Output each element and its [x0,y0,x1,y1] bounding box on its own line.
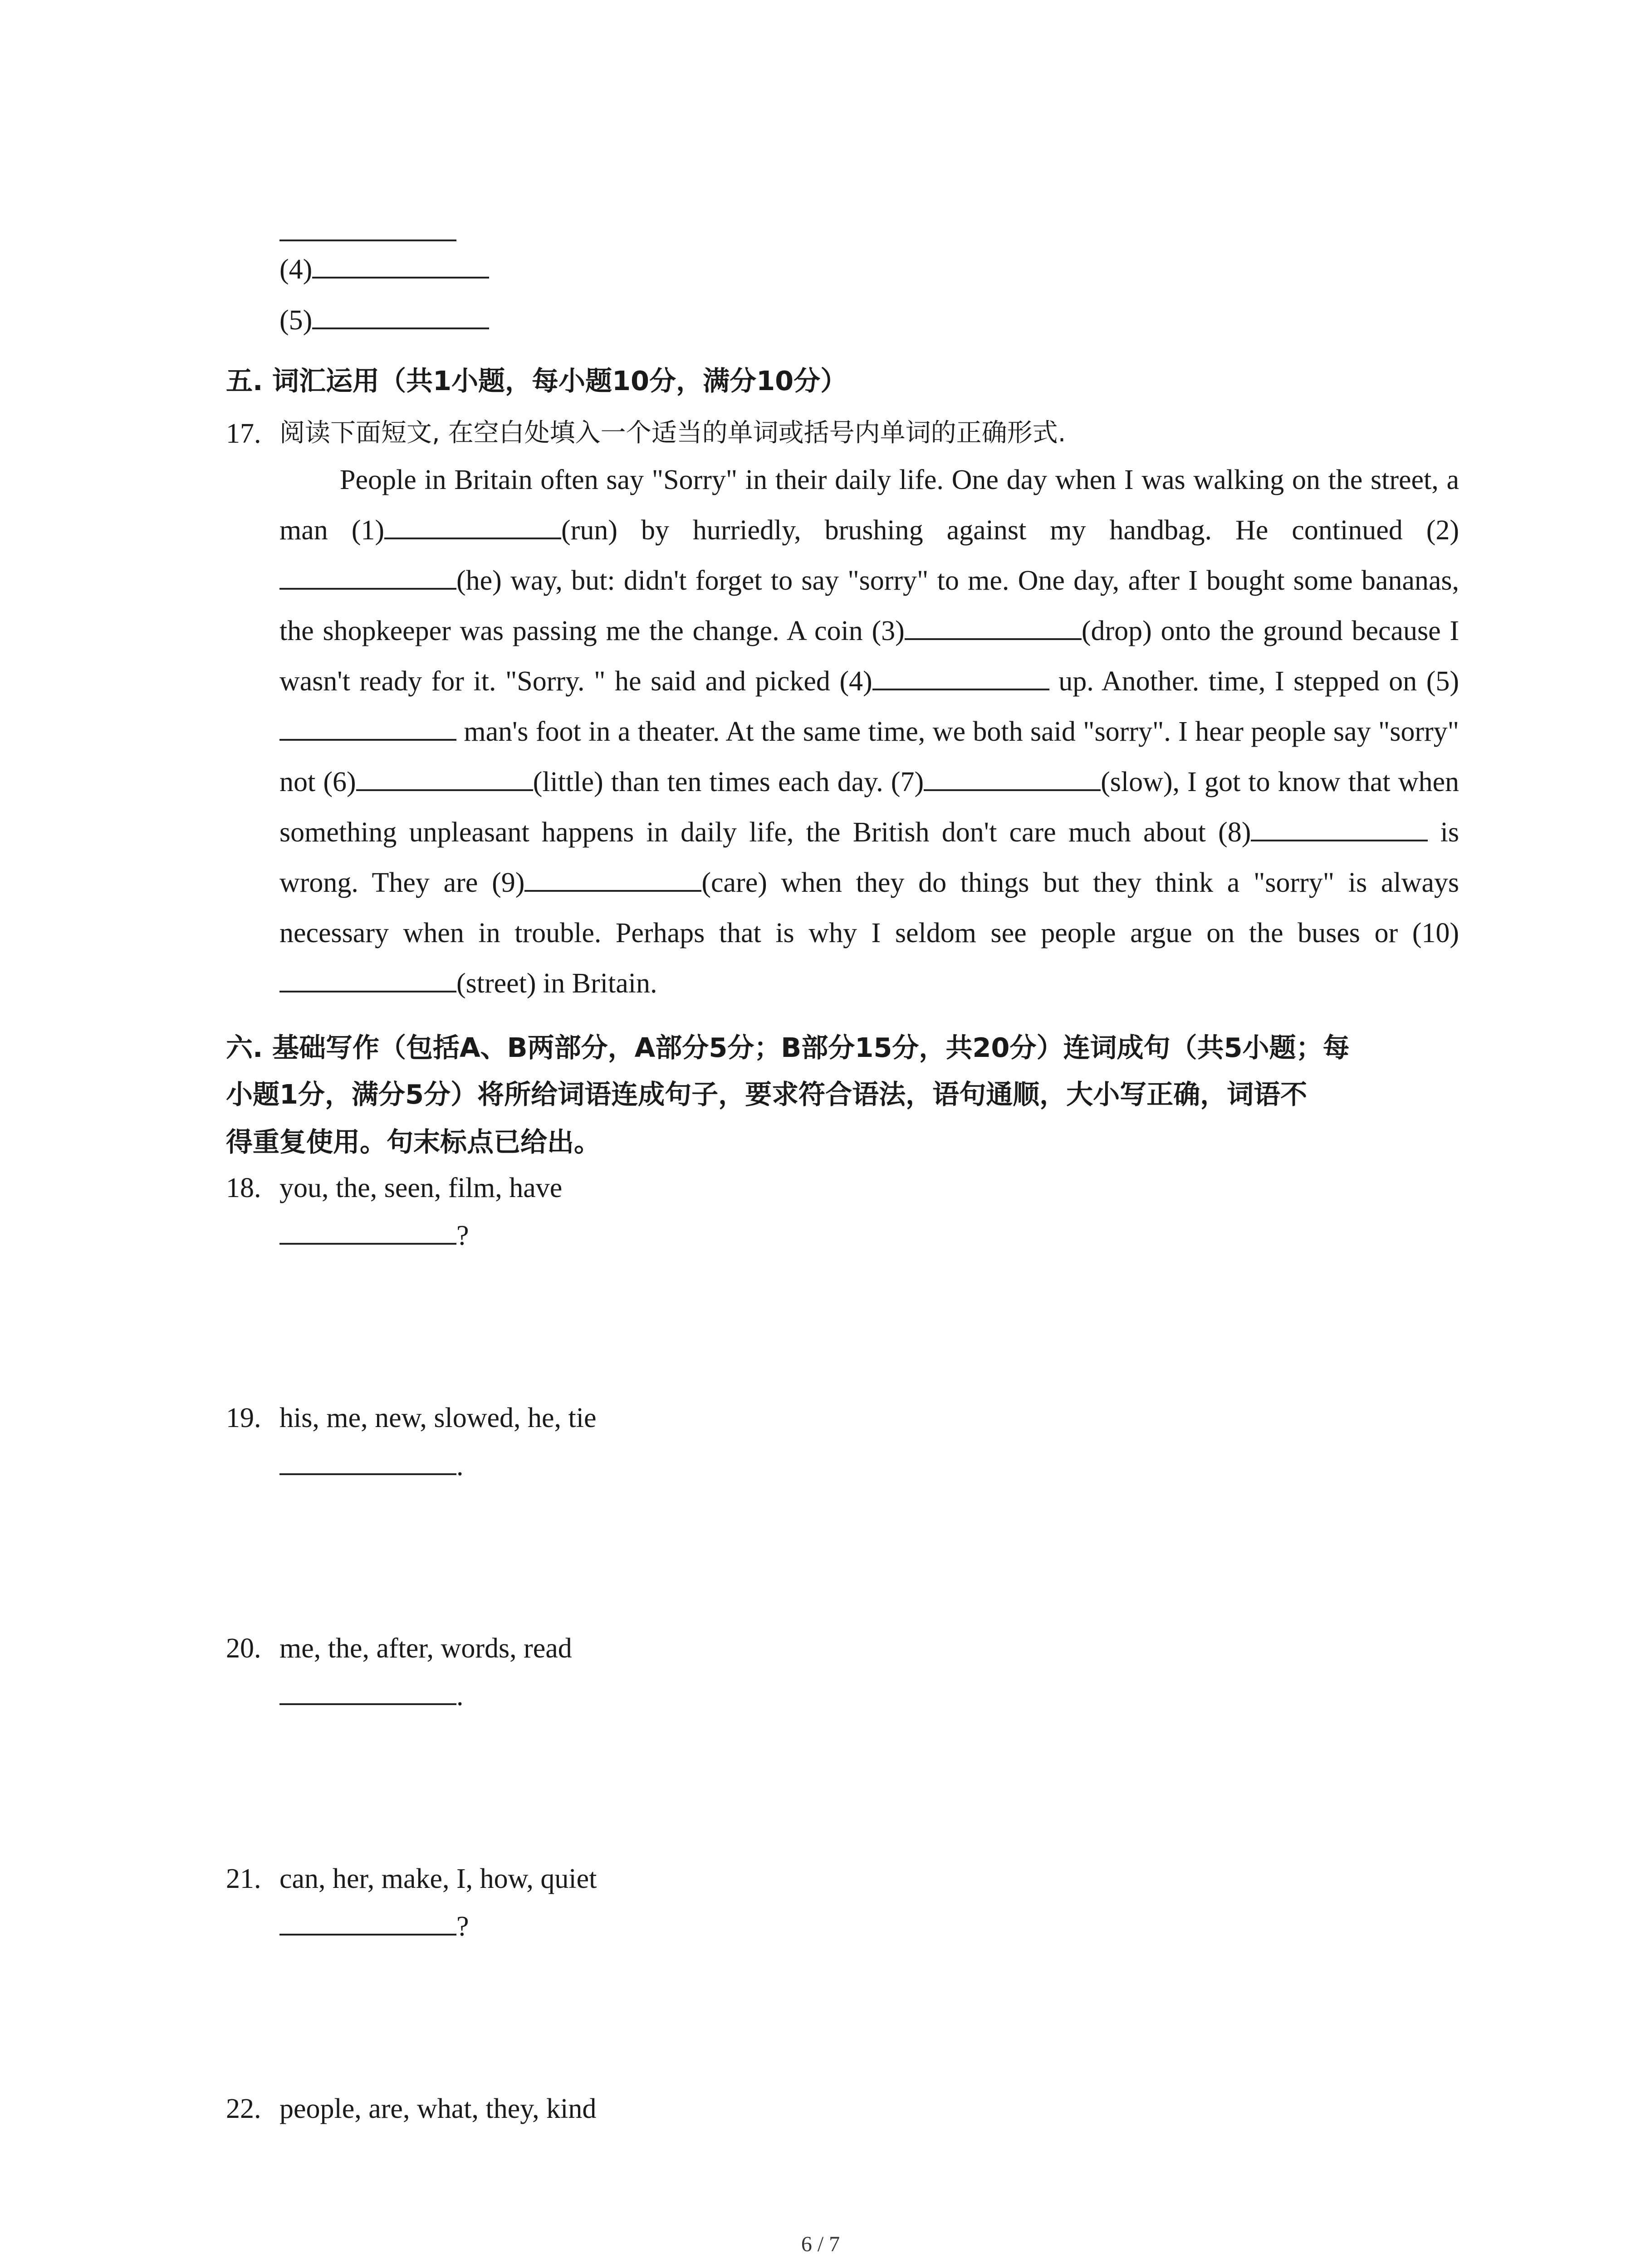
question-number: 20. [226,1633,261,1664]
section-heading: 五. 词汇运用（共1小题，每小题10分，满分10分） [226,365,847,396]
end-punctuation: . [456,1681,464,1711]
end-punctuation: ? [456,1220,469,1251]
answer-blank[interactable] [279,1677,456,1705]
answer-blank[interactable] [279,213,456,241]
blank-9[interactable] [524,864,701,892]
end-punctuation: ? [456,1911,469,1942]
blank-8[interactable] [1251,813,1428,841]
answer-blank[interactable] [279,1217,456,1245]
answer-blank[interactable] [279,1907,456,1936]
answer-prefix: (4) [279,254,313,285]
blank-6[interactable] [356,763,533,791]
reading-passage [279,455,1459,1009]
answer-blank[interactable] [312,301,489,329]
passage-text: (drop) onto the ground because I wasn't ready for it. "Sorry. " he said and picked (4) [279,616,1459,697]
passage-text: (he) way, but: didn't forget to say "sorry" to me. One day, after I bought some bananas, the shopkeeper was passing me the change. A coin (3) [279,565,1459,646]
answer-blank[interactable] [312,250,489,279]
answer-line[interactable] [279,1447,464,1480]
section-heading: 得重复使用。句末标点已给出。 [226,1126,601,1158]
question-words: can, her, make, I, how, quiet [279,1863,597,1894]
question-words: me, the, after, words, read [279,1633,572,1664]
blank-10[interactable] [279,964,456,992]
answer-blank[interactable] [279,1447,456,1475]
question-words: you, the, seen, film, have [279,1173,563,1203]
answer-line[interactable] [279,213,456,246]
page-number: 6 / 7 [801,2232,840,2256]
passage-text: (slow), I got to know that when something unpleasant happens in daily life, the British don't care much about (8) [279,767,1460,848]
passage-text: (run) by hurriedly, brushing against my handbag. He continued (2) [561,515,1459,546]
blank-3[interactable] [905,612,1082,640]
passage-text: man's foot in a theater. At the same time, we both said "sorry". I hear people say "sorry" not (6) [279,716,1459,797]
passage-text: (care) when they do things but they think a "sorry" is always necessary when in trouble. Perhaps that is why I seldom see people argue on the buses or (10) [279,867,1459,948]
answer-line[interactable] [279,1677,464,1710]
passage-text: up. Another. time, I stepped on (5) [1049,666,1459,697]
section-heading: 小题1分，满分5分）将所给词语连成句子，要求符合语法，语句通顺，大小写正确，词语不 [226,1079,1308,1110]
blank-1[interactable] [384,511,561,539]
question-number: 22. [226,2093,261,2124]
blank-2[interactable] [279,562,456,590]
question-words: people, are, what, they, kind [279,2093,597,2124]
section-heading: 六. 基础写作（包括A、B两部分，A部分5分；B部分15分，共20分）连词成句（共5小题；每 [226,1032,1350,1063]
question-number: 17. [226,418,261,449]
answer-line[interactable] [279,1907,469,1941]
blank-5[interactable] [279,713,456,741]
passage-text: is wrong. They are (9) [279,817,1459,898]
question-number: 21. [226,1863,261,1894]
answer-line[interactable] [279,1217,469,1250]
end-punctuation: . [456,1451,464,1481]
passage-text: People in Britain often say "Sorry" in their daily life. One day when I was walking on the street, a man (1) [279,464,1459,546]
blank-7[interactable] [924,763,1101,791]
question-words: his, me, new, slowed, he, tie [279,1403,597,1433]
blank-4[interactable] [872,662,1049,690]
answer-line[interactable] [279,301,489,334]
passage-text: (little) than ten times each day. (7) [533,767,924,797]
question-instruction: 阅读下面短文, 在空白处填入一个适当的单词或括号内单词的正确形式. [279,418,1066,448]
answer-prefix: (5) [279,305,313,336]
question-number: 18. [226,1173,261,1203]
passage-text: (street) in Britain. [456,968,657,999]
answer-line[interactable] [279,250,489,284]
question-number: 19. [226,1403,261,1433]
